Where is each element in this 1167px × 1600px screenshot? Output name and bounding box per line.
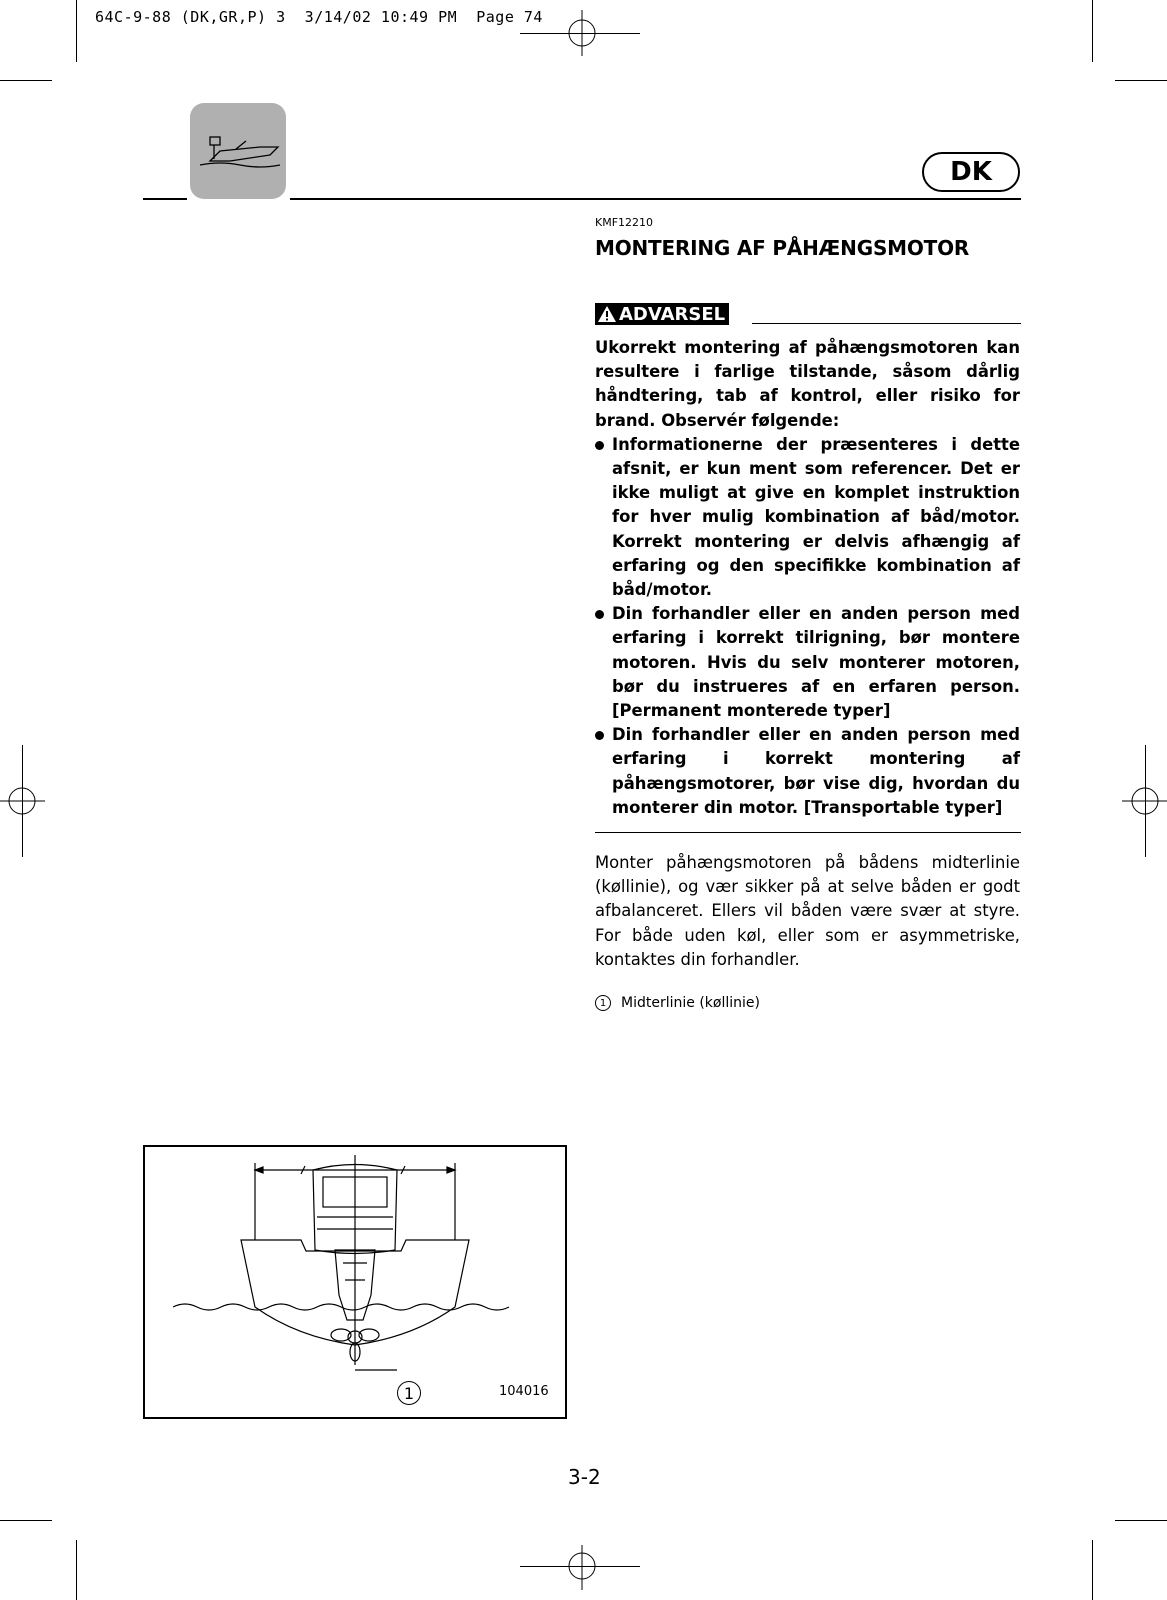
warning-label-text: ADVARSEL xyxy=(619,303,726,325)
reference-code: KMF12210 xyxy=(595,216,654,229)
figure-callout: 1 xyxy=(397,1381,421,1405)
callout-number: 1 xyxy=(595,995,611,1011)
warning-label xyxy=(595,303,729,325)
registration-mark-icon xyxy=(1122,788,1167,814)
warning-bullet-text: Din forhandler eller en anden person med erfaring i korrekt montering af påhængsmotorer, bør vise dig, hvordan du monterer din motor. [Transportable typer] xyxy=(612,725,1020,817)
callout-label: Midterlinie (køllinie) xyxy=(621,995,760,1011)
body-paragraph: Monter påhængsmotoren på bådens midterlinie (køllinie), og vær sikker på at selve båden er godt afbalanceret. Ellers vil båden være svær at styre. For både uden køl, eller som er asymmetriske, kontaktes din forhandler. xyxy=(595,853,1020,969)
warning-text xyxy=(595,336,1020,820)
callout-legend xyxy=(595,995,760,1011)
chapter-tab xyxy=(190,103,286,199)
warning-bullet xyxy=(595,723,1020,820)
warning-bullet-text: Informationerne der præsenteres i dette afsnit, er kun ment som referencer. Det er ikke muligt at give en komplet instruktion for hver mulig kombination af båd/motor. Korrekt montering er delvis afhængig af erfaring og den specifikke kombination af båd/motor. xyxy=(612,434,1020,600)
registration-mark-icon xyxy=(569,1545,595,1590)
boat-outboard-icon xyxy=(190,103,286,199)
body-text xyxy=(595,851,1020,972)
warning-triangle-icon xyxy=(597,305,617,323)
warning-rule-bottom xyxy=(595,832,1021,833)
registration-mark-icon xyxy=(0,788,45,814)
registration-mark-icon xyxy=(569,10,595,56)
page-number: 3-2 xyxy=(568,1465,601,1489)
header-rule-left xyxy=(143,198,187,200)
bullet-icon xyxy=(595,731,604,740)
outboard-centerline-illustration xyxy=(143,1145,567,1419)
section-title: MONTERING AF PÅHÆNGSMOTOR xyxy=(595,236,970,260)
warning-bullet xyxy=(595,433,1020,602)
warning-rule-top xyxy=(752,323,1021,324)
bullet-icon xyxy=(595,441,604,450)
bullet-icon xyxy=(595,610,604,619)
language-badge: DK xyxy=(922,152,1020,192)
warning-bullet xyxy=(595,602,1020,723)
figure-code: 104016 xyxy=(499,1384,549,1399)
printer-slug: 64C-9-88 (DK,GR,P) 3 3/14/02 10:49 PM Page 74 xyxy=(95,8,543,26)
header-rule xyxy=(290,198,1021,200)
warning-bullet-text: Din forhandler eller en anden person med erfaring i korrekt tilrigning, bør montere motoren. Hvis du selv monterer motoren, bør du instrueres af en erfaren person. [Permanent monterede typer] xyxy=(612,604,1020,721)
warning-intro: Ukorrekt montering af påhængsmotoren kan resultere i farlige tilstande, såsom dårlig håndtering, tab af kontrol, eller risiko for brand. Observér følgende: xyxy=(595,338,1020,430)
